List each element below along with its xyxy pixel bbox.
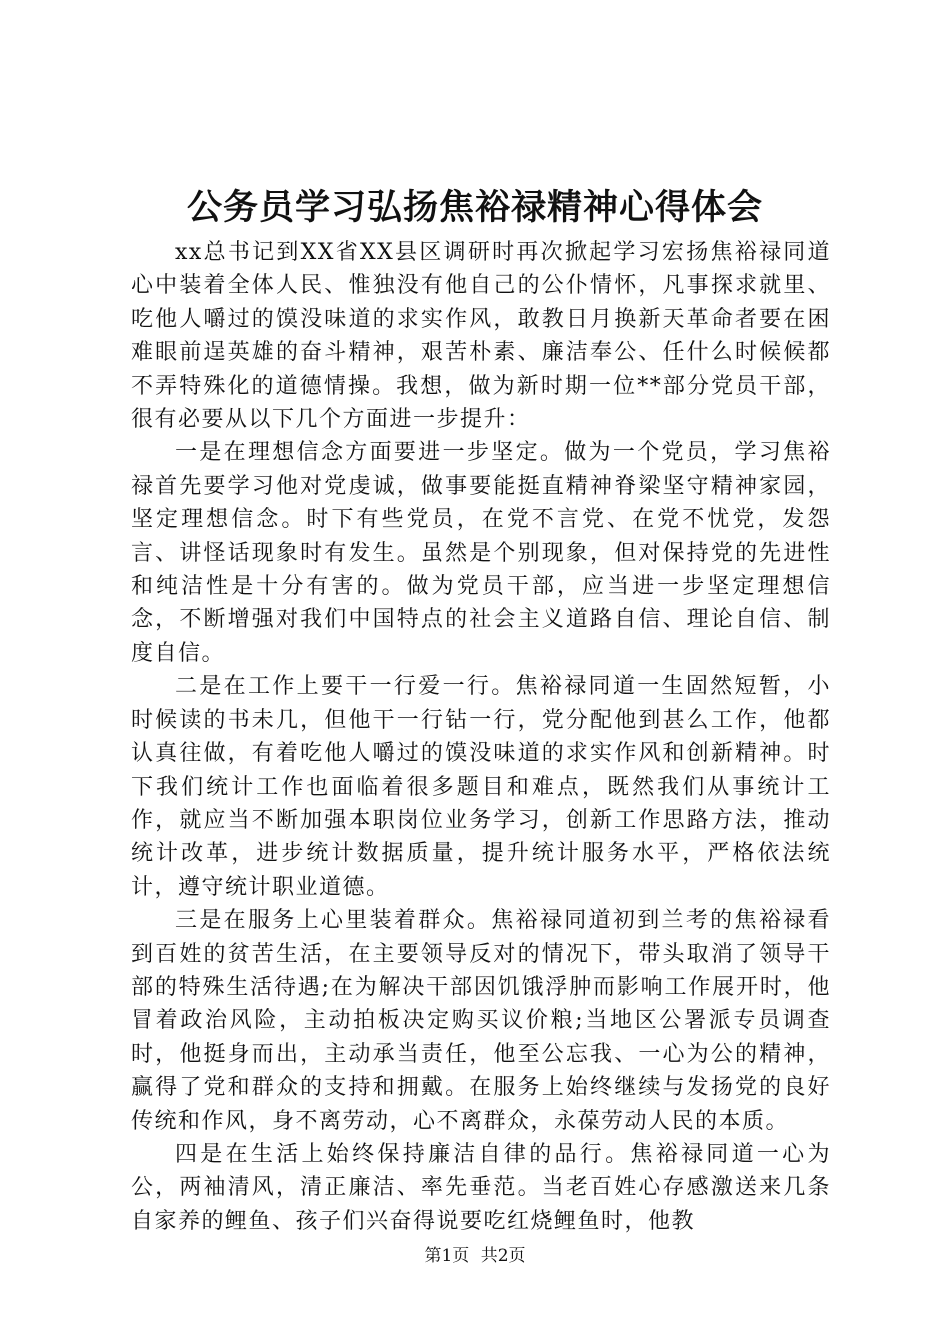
current-page-number: 第1页 <box>424 1246 470 1266</box>
paragraph-point-3: 三是在服务上心里装着群众。焦裕禄同道初到兰考的焦裕禄看到百姓的贫苦生活，在主要领导反对的情况下，带头取消了领导干部的特殊生活待遇;在为解决干部因饥饿浮肿而影响工作展开时，他冒着政治风险，主动拍板决定购买议价粮;当地区公署派专员调查时，他挺身而出，主动承当责任，他至公忘我、一心为公的精神，赢得了党和群众的支持和拥戴。在服务上始终继续与发扬党的良好传统和作风，身不离劳动，心不离群众，永葆劳动人民的本质。 <box>131 908 831 1134</box>
paragraph-intro: xx总书记到XX省XX县区调研时再次掀起学习宏扬焦裕禄同道心中装着全体人民、惟独没有他自己的公仆情怀，凡事探求就里、吃他人嚼过的馍没味道的求实作风，敢教日月换新天革命者要在困难眼前逞英雄的奋斗精神，艰苦朴素、廉洁奉公、任什么时候候都不弄特殊化的道德情操。我想，做为新时期一位**部分党员干部，很有必要从以下几个方面进一步提升： <box>131 240 831 433</box>
document-title: 公务员学习弘扬焦裕禄精神心得体会 <box>186 187 763 228</box>
paragraph-point-4: 四是在生活上始终保持廉洁自律的品行。焦裕禄同道一心为公，两袖清风，清正廉洁、率先垂范。当老百姓心存感激送来几条自家养的鲤鱼、孩子们兴奋得说要吃红烧鲤鱼时，他教 <box>131 1141 831 1234</box>
document-body <box>131 236 831 1238</box>
paragraph-point-1: 一是在理想信念方面要进一步坚定。做为一个党员，学习焦裕禄首先要学习他对党虔诚，做事要能挺直精神脊梁坚守精神家园，坚定理想信念。时下有些党员，在党不言党、在党不忧党，发怨言、讲怪话现象时有发生。虽然是个别现象，但对保持党的先进性和纯洁性是十分有害的。做为党员干部，应当进一步坚定理想信念，不断增强对我们中国特点的社会主义道路自信、理论自信、制度自信。 <box>131 440 831 666</box>
page-footer <box>0 1244 950 1268</box>
total-page-count: 共2页 <box>480 1246 526 1266</box>
paragraph-point-2: 二是在工作上要干一行爱一行。焦裕禄同道一生固然短暂，小时候读的书未几，但他干一行钻一行，党分配他到甚么工作，他都认真往做，有着吃他人嚼过的馍没味道的求实作风和创新精神。时下我们统计工作也面临着很多题目和难点，既然我们从事统计工作，就应当不断加强本职岗位业务学习，创新工作思路方法，推动统计改革，进步统计数据质量，提升统计服务水平，严格依法统计，遵守统计职业道德。 <box>131 674 831 900</box>
